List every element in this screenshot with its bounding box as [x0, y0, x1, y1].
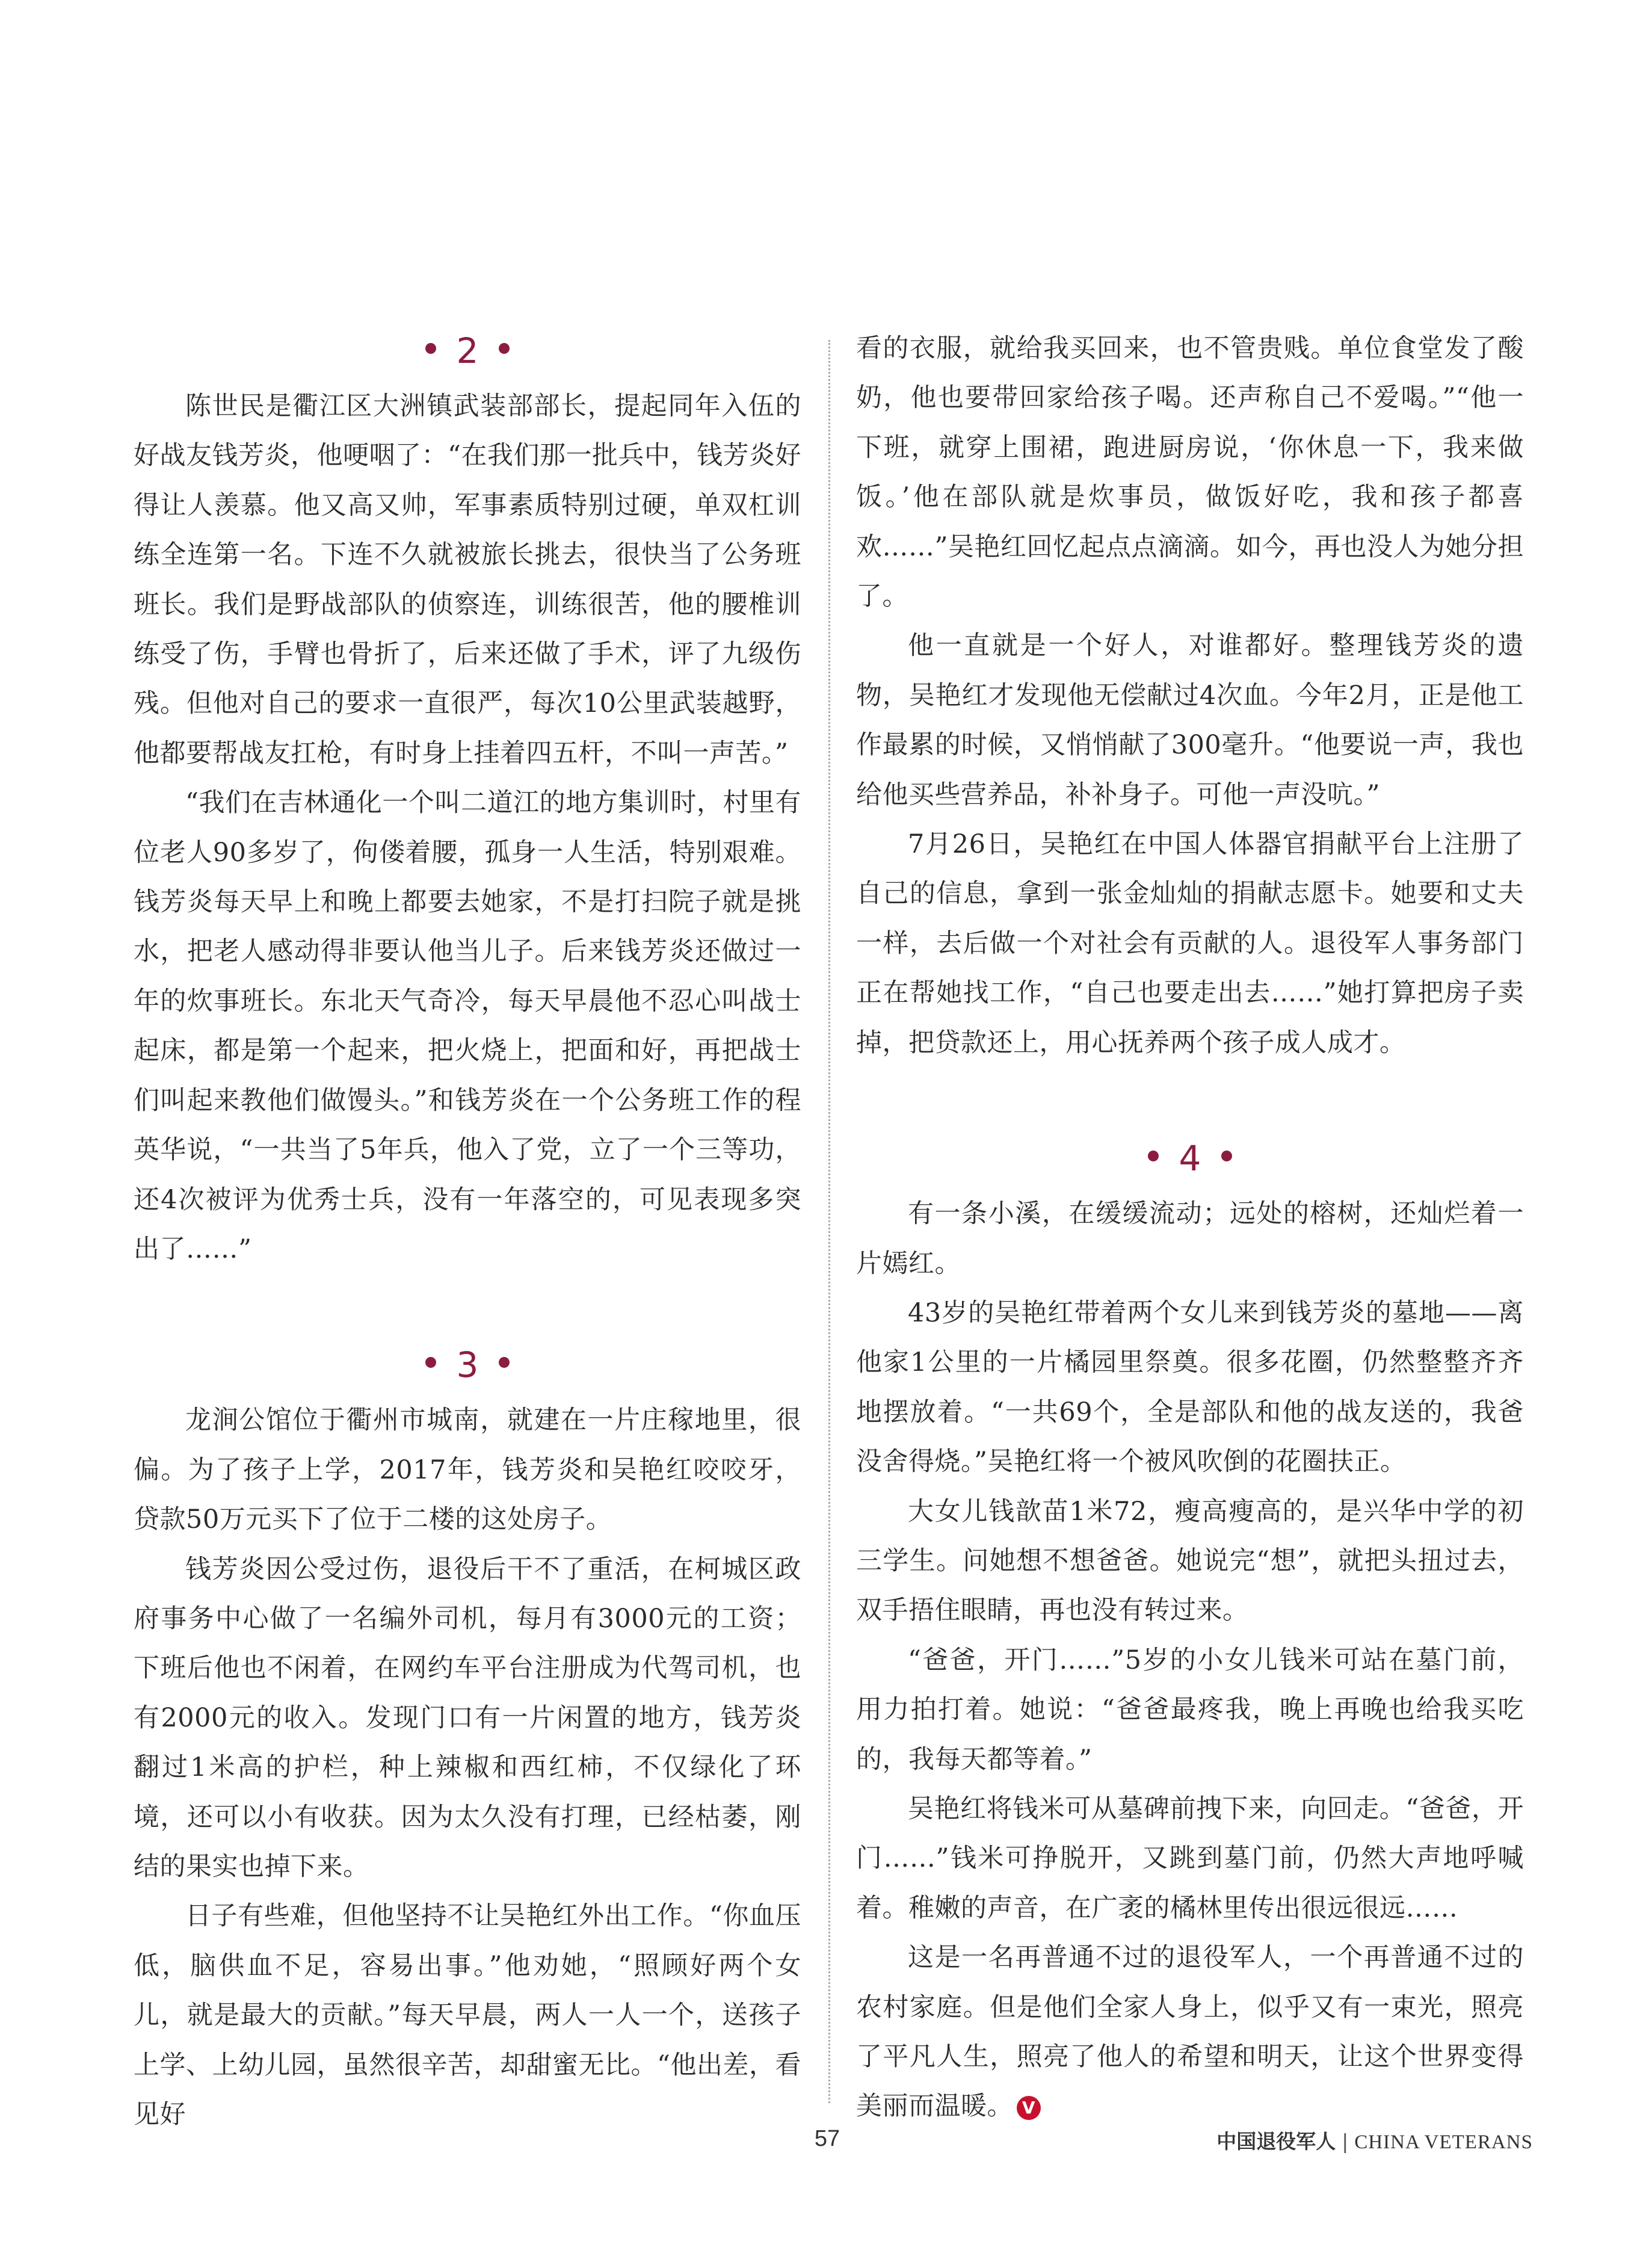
paragraph: “爸爸，开门……”5岁的小女儿钱米可站在墓门前，用力拍打着。她说：“爸爸最疼我，晚上再晚也给我买吃的，我每天都等着。”: [856, 1645, 1524, 1775]
paragraph: 大女儿钱歆苗1米72，瘦高瘦高的，是兴华中学的初三学生。问她想不想爸爸。她说完“想”，就把头扭过去，双手捂住眼睛，再也没有转过来。: [856, 1496, 1524, 1626]
paragraph: 7月26日，吴艳红在中国人体器官捐献平台上注册了自己的信息，拿到一张金灿灿的捐献志愿卡。她要和丈夫一样，去后做一个对社会有贡献的人。退役军人事务部门正在帮她找工作，“自己也要走出去……”她打算把房子卖掉，把贷款还上，用心抚养两个孩子成人成才。: [856, 829, 1524, 1058]
section-heading-2: [134, 324, 801, 373]
paragraph: 钱芳炎因公受过伤，退役后干不了重活，在柯城区政府事务中心做了一名编外司机，每月有3000元的工资；下班后他也不闲着，在网约车平台注册成为代驾司机，也有2000元的收入。发现门口有一片闲置的地方，钱芳炎翻过1米高的护栏，种上辣椒和西红柿，不仅绿化了环境，还可以小有收获。因为太久没有打理，已经枯萎，刚结的果实也掉下来。: [134, 1554, 801, 1882]
paragraph: 龙涧公馆位于衢州市城南，就建在一片庄稼地里，很偏。为了孩子上学，2017年，钱芳炎和吴艳红咬咬牙，贷款50万元买下了位于二楼的这处房子。: [134, 1405, 801, 1535]
bullet-dot-icon: [499, 343, 510, 354]
section-number: 2: [456, 330, 479, 371]
v-logo-end-mark-icon: V: [1017, 2096, 1041, 2120]
bullet-dot-icon: [1221, 1151, 1232, 1161]
final-paragraph-text: 这是一名再普通不过的退役军人，一个再普通不过的农村家庭。但是他们全家人身上，似乎又有一束光，照亮了平凡人生，照亮了他人的希望和明天，让这个世界变得美丽而温暖。: [856, 1942, 1524, 2122]
paragraph: “我们在吉林通化一个叫二道江的地方集训时，村里有位老人90多岁了，佝偻着腰，孤身一人生活，特别艰难。钱芳炎每天早上和晚上都要去她家，不是打扫院子就是挑水，把老人感动得非要认他当儿子。后来钱芳炎还做过一年的炊事班长。东北天气奇冷，每天早晨他不忍心叫战士起床，都是第一个起来，把火烧上，把面和好，再把战士们叫起来教他们做馒头。”和钱芳炎在一个公务班工作的程英华说，“一共当了5年兵，他入了党，立了一个三等功，还4次被评为优秀士兵，没有一年落空的，可见表现多突出了……”: [134, 788, 801, 1264]
bullet-dot-icon: [499, 1357, 510, 1368]
magazine-title-cn: 中国退役军人: [1216, 2130, 1336, 2153]
bullet-dot-icon: [425, 343, 436, 354]
section-number: 3: [456, 1344, 479, 1386]
paragraph-final: [856, 1933, 1524, 2131]
magazine-title-en: CHINA VETERANS: [1354, 2131, 1533, 2153]
left-column: [134, 324, 801, 2139]
paragraph: 吴艳红将钱米可从墓碑前拽下来，向回走。“爸爸，开门……”钱米可挣脱开，又跳到墓门前，仍然大声地呼喊着。稚嫩的声音，在广袤的橘林里传出很远很远……: [856, 1793, 1524, 1923]
footer-magazine-title: [1216, 2126, 1533, 2154]
footer-separator: |: [1342, 2130, 1349, 2153]
paragraph-continued: 日子有些难，但他坚持不让吴艳红外出工作。“你血压低，脑供血不足，容易出事。”他劝她，“照顾好两个女儿，就是最大的贡献。”每天早晨，两人一人一个，送孩子上学、上幼儿园，虽然很辛苦，却甜蜜无比。“他出差，看见好: [134, 1901, 801, 2130]
bullet-dot-icon: [425, 1357, 436, 1368]
paragraph: 他一直就是一个好人，对谁都好。整理钱芳炎的遗物，吴艳红才发现他无偿献过4次血。今年2月，正是他工作最累的时候，又悄悄献了300毫升。“他要说一声，我也给他买些营养品，补补身子。可他一声没吭。”: [856, 631, 1524, 810]
page-number: 57: [814, 2126, 840, 2151]
column-divider: [828, 340, 830, 2103]
section-number: 4: [1179, 1137, 1201, 1179]
bullet-dot-icon: [1148, 1151, 1159, 1161]
section-heading-3: [134, 1338, 801, 1387]
paragraph: 43岁的吴艳红带着两个女儿来到钱芳炎的墓地——离他家1公里的一片橘园里祭奠。很多花圈，仍然整整齐齐地摆放着。“一共69个，全是部队和他的战友送的，我爸没舍得烧。”吴艳红将一个被风吹倒的花圈扶正。: [856, 1297, 1524, 1477]
paragraph-continuation: 看的衣服，就给我买回来，也不管贵贱。单位食堂发了酸奶，他也要带回家给孩子喝。还声称自己不爱喝。”“他一下班，就穿上围裙，跑进厨房说，‘你休息一下，我来做饭。’他在部队就是炊事员，做饭好吃，我和孩子都喜欢……”吴艳红回忆起点点滴滴。如今，再也没人为她分担了。: [856, 333, 1524, 612]
paragraph: 陈世民是衢江区大洲镇武装部部长，提起同年入伍的好战友钱芳炎，他哽咽了：“在我们那一批兵中，钱芳炎好得让人羡慕。他又高又帅，军事素质特别过硬，单双杠训练全连第一名。下连不久就被旅长挑去，很快当了公务班班长。我们是野战部队的侦察连，训练很苦，他的腰椎训练受了伤，手臂也骨折了，后来还做了手术，评了九级伤残。但他对自己的要求一直很严，每次10公里武装越野，他都要帮战友扛枪，有时身上挂着四五杆，不叫一声苦。”: [134, 391, 801, 768]
section-heading-4: [856, 1131, 1524, 1181]
paragraph: 有一条小溪，在缓缓流动；远处的榕树，还灿烂着一片嫣红。: [856, 1199, 1524, 1279]
right-column: [856, 324, 1524, 2131]
